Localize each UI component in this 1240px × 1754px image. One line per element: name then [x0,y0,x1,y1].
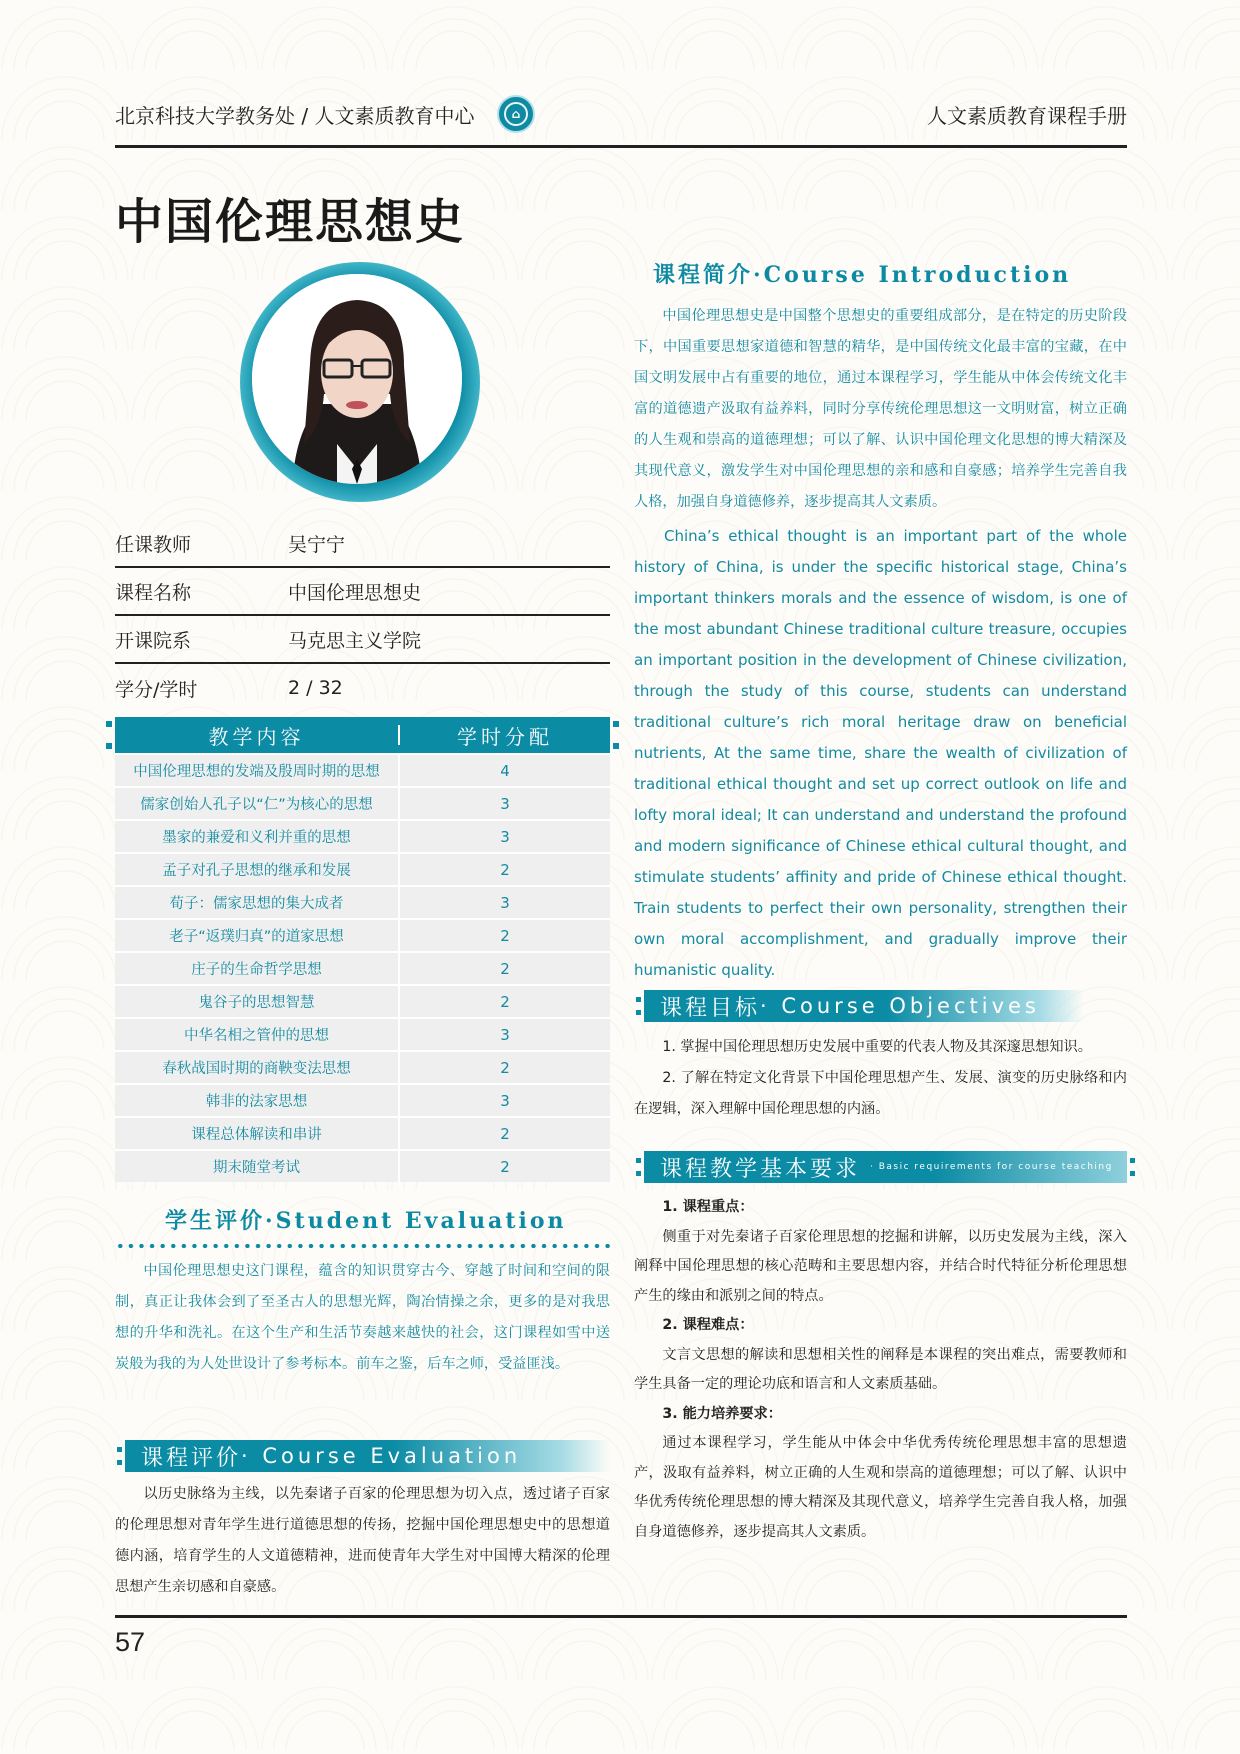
student-evaluation-heading: 学生评价·Student Evaluation [165,1208,567,1234]
table-row [115,753,610,786]
info-label: 开课院系 [115,629,192,652]
table-row [115,1017,610,1050]
info-row-teacher [115,520,610,568]
portrait-image [252,274,462,484]
row-content: 孟子对孔子思想的继承和发展 [115,854,400,885]
course-introduction-cn: 中国伦理思想史是中国整个思想史的重要组成部分，是在特定的历史阶段下，中国重要思想家道德和智慧的精华，是中国传统文化最丰富的宝藏，在中国文明发展中占有重要的地位，通过本课程学习，学生能从中体会传统文化丰富的道德遗产汲取有益养料，同时分享传统伦理思想这一文明财富，树立正确的人生观和崇高的道德理想；可以了解、认识中国伦理文化思想的博大精深及其现代意义，激发学生对中国伦理思想的亲和感和自豪感；培养学生完善自我人格，加强自身道德修养，逐步提高其人文素质。 [634,308,1127,510]
row-content: 儒家创始人孔子以“仁”为核心的思想 [115,788,400,819]
table-row [115,786,610,819]
header-handbook-title: 人文素质教育课程手册 [927,104,1127,128]
row-hours: 2 [400,953,610,984]
course-introduction-en: China’s ethical thought is an important part of the whole history of China, is under the specific historical stage, China’s important thinkers morals and the essence of wisdom, is one of the most abundant Chinese traditional culture treasure, occupies an important position in the development of Chinese civilization, through the study of this course, students can understand traditional culture’s rich moral heritage draw on beneficial nutrients, At the same time, share the wealth of civilization of traditional ethical thought and set up correct outlook on life and lofty moral ideal; It can understand and understand the profound and modern significance of Chinese ethical cultural thought, and stimulate students’ affinity and pride of Chinese ethical thought. Train students to perfect their own personality, strengthen their own moral accomplishment, and gradually improve their humanistic quality. [634,527,1127,979]
row-content: 韩非的法家思想 [115,1085,400,1116]
table-row [115,1149,610,1182]
info-label: 课程名称 [115,581,192,604]
table-row [115,951,610,984]
decorative-notch-icon [117,1460,122,1465]
row-content: 庄子的生命哲学思想 [115,953,400,984]
table-row [115,819,610,852]
decorative-notch-icon [117,1447,122,1452]
course-evaluation-text: 以历史脉络为主线，以先秦诸子百家的伦理思想为切入点，透过诸子百家的伦理思想对青年学生进行道德思想的传扬，挖掘中国伦理思想史中的思想道德内涵，培育学生的人文道德精神，进而使青年大学生对中国博大精深的伦理思想产生亲切感和自豪感。 [115,1486,610,1595]
decorative-notch-icon [1130,1171,1135,1176]
info-value: 2 / 32 [288,677,343,699]
row-hours: 3 [400,887,610,918]
dotted-divider [115,1244,610,1248]
requirement-title: 2. 课程难点： [662,1317,754,1333]
table-row [115,1050,610,1083]
info-row-course-name [115,568,610,616]
banner-title-en: · Course Evaluation [241,1444,522,1468]
decorative-notch-icon [636,997,641,1002]
row-hours: 2 [400,1118,610,1149]
table-row [115,852,610,885]
info-value: 中国伦理思想史 [288,581,422,604]
course-info-table [115,520,610,712]
info-label: 任课教师 [115,533,192,556]
banner-title-en: · Basic requirements for course teaching [870,1162,1113,1172]
requirement-text: 文言文思想的解读和思想相关性的阐释是本课程的突出难点，需要教师和学生具备一定的理论功底和语言和人文素质基础。 [634,1346,1127,1392]
banner-title-cn: 课程目标 [660,995,761,1021]
info-row-credits [115,664,610,712]
column-header-hours: 学时分配 [457,724,553,749]
page-number: 57 [115,1627,146,1657]
table-row [115,918,610,951]
course-evaluation-banner [125,1440,610,1472]
table-header [115,717,610,753]
decorative-notch-icon [636,1171,641,1176]
table-row [115,885,610,918]
header-department: 北京科技大学教务处 / 人文素质教育中心 [115,104,475,128]
row-content: 鬼谷子的思想智慧 [115,986,400,1017]
table-row [115,984,610,1017]
decorative-corner-icon [106,743,112,749]
teaching-requirements-banner [644,1151,1127,1183]
info-label: 学分/学时 [115,678,198,701]
course-introduction-heading: 课程简介·Course Introduction [653,262,1072,288]
row-content: 老子“返璞归真”的道家思想 [115,920,400,951]
banner-title-en: · Course Objectives [760,994,1040,1018]
teacher-portrait [252,274,462,484]
banner-title-cn: 课程评价 [141,1445,242,1471]
row-hours: 2 [400,1052,610,1083]
requirement-text: 通过本课程学习，学生能从中体会中华优秀传统伦理思想丰富的思想遗产，汲取有益养料，树立正确的人生观和崇高的道德理想；可以了解、认识中华优秀传统伦理思想的博大精深及其现代意义，培养学生完善自我人格，加强自身道德修养，逐步提高其人文素质。 [634,1435,1127,1540]
decorative-notch-icon [636,1158,641,1163]
row-hours: 2 [400,1151,610,1182]
row-content: 中华名相之管仲的思想 [115,1019,400,1050]
info-value: 马克思主义学院 [288,629,422,652]
column-header-content: 教学内容 [208,724,305,749]
requirement-title: 1. 课程重点： [662,1199,754,1215]
objective-item: 1. 掌握中国伦理思想历史发展中重要的代表人物及其深邃思想知识。 [662,1039,1092,1055]
table-row [115,1116,610,1149]
objectives-list [634,1032,1127,1125]
decorative-corner-icon [106,721,112,727]
row-content: 春秋战国时期的商鞅变法思想 [115,1052,400,1083]
row-hours: 3 [400,1085,610,1116]
decorative-corner-icon [613,721,619,727]
banner-title-cn: 课程教学基本要求 [660,1156,861,1182]
row-content: 中国伦理思想的发端及殷周时期的思想 [115,755,400,786]
header-divider [115,145,1127,148]
decorative-notch-icon [636,1010,641,1015]
requirement-text: 侧重于对先秦诸子百家伦理思想的挖掘和讲解，以历史发展为主线，深入阐释中国伦理思想的核心范畴和主要思想内容，并结合时代特征分析伦理思想产生的缘由和派别之间的特点。 [634,1228,1127,1304]
decorative-notch-icon [1130,1158,1135,1163]
info-value: 吴宁宁 [288,533,346,556]
row-hours: 2 [400,986,610,1017]
row-hours: 4 [400,755,610,786]
decorative-corner-icon [613,743,619,749]
row-hours: 3 [400,788,610,819]
requirements-body [634,1193,1127,1547]
row-content: 期末随堂考试 [115,1151,400,1182]
teaching-schedule-table [115,717,610,1182]
student-evaluation-text: 中国伦理思想史这门课程，蕴含的知识贯穿古今、穿越了时间和空间的限制，真正让我体会到了至圣古人的思想光辉，陶冶情操之余，更多的是对我思想的升华和洗礼。在这个生产和生活节奏越来越快的社会，这门课程如雪中送炭般为我的为人处世设计了参考标本。前车之鉴，后车之师，受益匪浅。 [115,1263,610,1372]
requirement-title: 3. 能力培养要求： [662,1405,782,1422]
row-content: 课程总体解读和串讲 [115,1118,400,1149]
row-content: 荀子：儒家思想的集大成者 [115,887,400,918]
row-content: 墨家的兼爱和义利并重的思想 [115,821,400,852]
footer-divider [115,1615,1127,1618]
row-hours: 2 [400,854,610,885]
row-hours: 3 [400,821,610,852]
objective-item: 2. 了解在特定文化背景下中国伦理思想产生、发展、演变的历史脉络和内在逻辑，深入理解中国伦理思想的内涵。 [634,1070,1127,1117]
table-row [115,1083,610,1116]
course-objectives-banner [644,990,1084,1022]
row-hours: 3 [400,1019,610,1050]
info-row-department [115,616,610,664]
course-title: 中国伦理思想史 [115,194,466,250]
university-seal-icon: ⌂ [497,95,535,133]
row-hours: 2 [400,920,610,951]
